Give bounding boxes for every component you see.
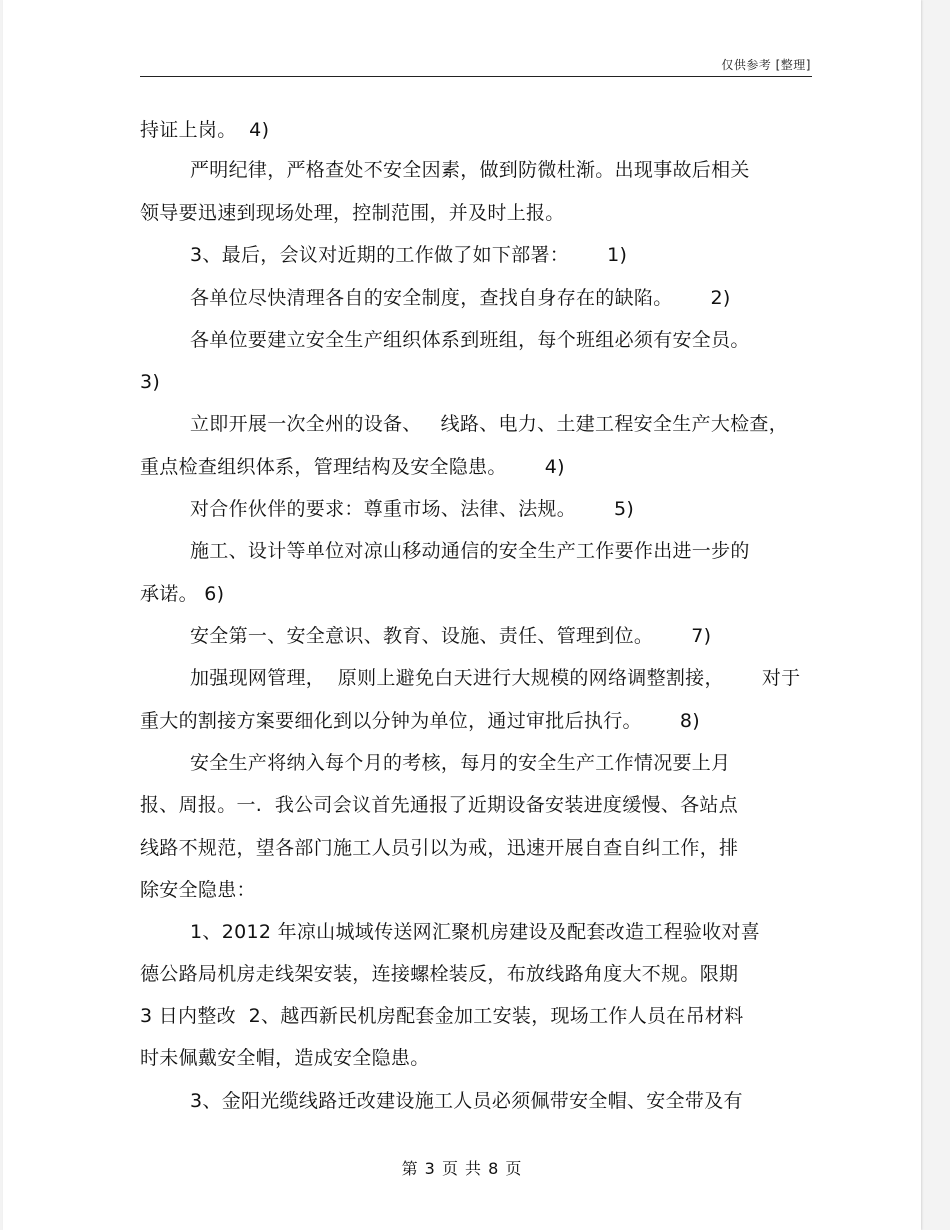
body-line: 线路不规范，望各部门施工人员引以为戒，迅速开展自查自纠工作，排 — [140, 837, 739, 859]
body-line: 加强现网管理， 原则上避免白天进行大规模的网络调整割接， 对于 — [190, 667, 801, 689]
body-line: 施工、设计等单位对凉山移动通信的安全生产工作要作出进一步的 — [190, 540, 750, 562]
body-line: 重点检查组织体系，管理结构及安全隐患。 4) — [140, 456, 565, 478]
body-line: 报、周报。一. 我公司会议首先通报了近期设备安装进度缓慢、各站点 — [140, 794, 739, 816]
body-line: 承诺。 6) — [140, 583, 225, 605]
body-line: 领导要迅速到现场处理，控制范围，并及时上报。 — [140, 202, 565, 224]
body-line: 持证上岗。 4) — [140, 119, 270, 141]
body-line: 德公路局机房走线架安装，连接螺栓装反，布放线路角度大不规。限期 — [140, 963, 739, 985]
body-line: 立即开展一次全州的设备、 线路、电力、土建工程安全生产大检查， — [190, 413, 789, 435]
document-page — [3, 0, 921, 1230]
page-footer: 第 3 页 共 8 页 — [401, 1159, 523, 1178]
body-line: 各单位尽快清理各自的安全制度，查找自身存在的缺陷。 2) — [190, 287, 731, 309]
body-line: 安全第一、安全意识、教育、设施、责任、管理到位。 7) — [190, 625, 712, 647]
body-line: 时未佩戴安全帽，造成安全隐患。 — [140, 1047, 430, 1069]
body-line: 各单位要建立安全生产组织体系到班组，每个班组必须有安全员。 — [190, 329, 750, 351]
body-line: 重大的割接方案要细化到以分钟为单位，通过审批后执行。 8) — [140, 710, 700, 732]
header-divider — [140, 76, 812, 77]
body-line: 安全生产将纳入每个月的考核，每月的安全生产工作情况要上月 — [190, 752, 731, 774]
body-line: 对合作伙伴的要求：尊重市场、法律、法规。 5) — [190, 498, 635, 520]
body-line: 3、金阳光缆线路迁改建设施工人员必须佩带安全帽、安全带及有 — [190, 1090, 743, 1112]
body-line: 除安全隐患： — [140, 879, 256, 901]
body-line: 3、最后，会议对近期的工作做了如下部署： 1) — [190, 244, 628, 266]
body-line: 1、2012 年凉山城域传送网汇聚机房建设及配套改造工程验收对喜 — [190, 921, 761, 943]
body-line: 3) — [140, 371, 161, 393]
body-line: 3 日内整改 2、越西新民机房配套金加工安装，现场工作人员在吊材料 — [140, 1005, 744, 1027]
body-line: 严明纪律，严格查处不安全因素，做到防微杜渐。出现事故后相关 — [190, 159, 750, 181]
page-header: 仅供参考 [整理] — [721, 58, 811, 72]
